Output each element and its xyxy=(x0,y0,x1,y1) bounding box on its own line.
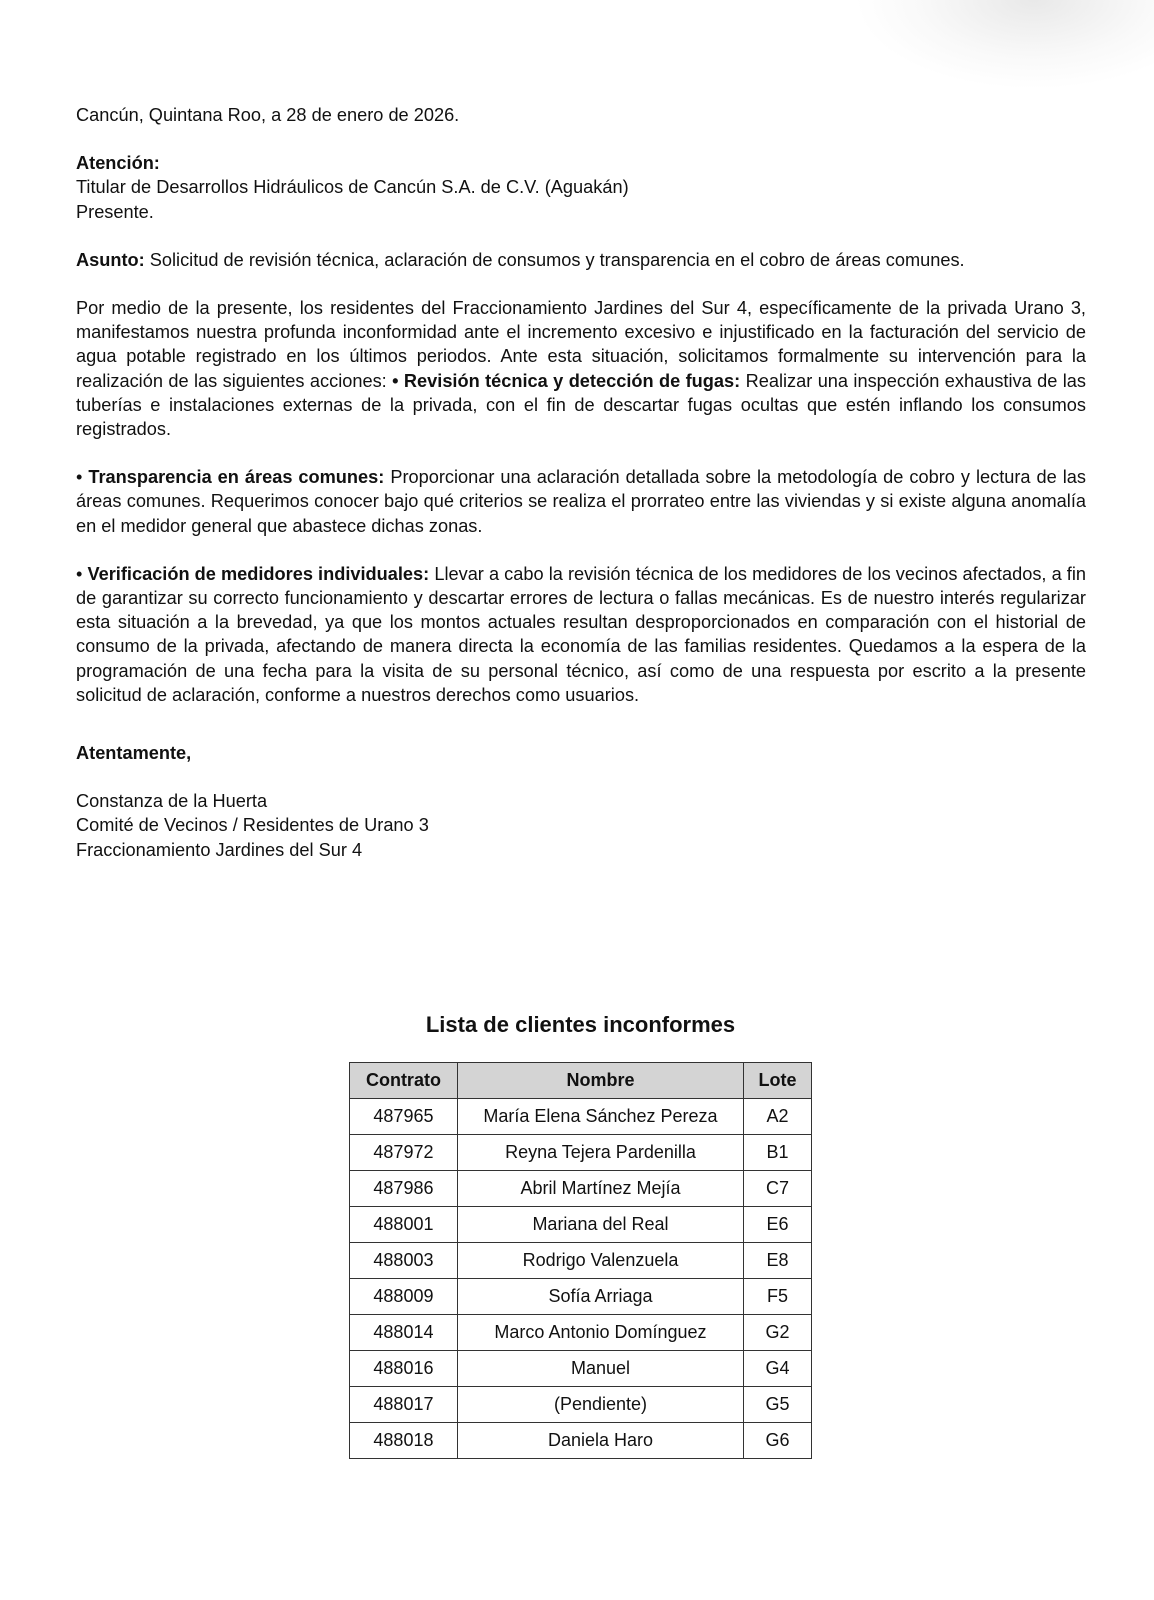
signer-location: Fraccionamiento Jardines del Sur 4 xyxy=(76,839,363,860)
header-contrato: Contrato xyxy=(350,1063,458,1099)
cell-lote: C7 xyxy=(744,1171,812,1207)
table-title: Lista de clientes inconformes xyxy=(425,1012,736,1037)
intro-paragraph: Por medio de la presente, los residentes del Fraccionamiento Jardines del Sur 4, específicamente de la privada Urano 3, manifestamos nuestra profunda inconformidad ante el incremento excesivo e injustificado en la facturación del servicio de agua potable registrado en los últimos periodos. Ante esta situación, solicitamos formalmente su intervención para la realización de las siguientes acciones: • Revisión técnica y detección de fugas: Realizar una inspección exhaustiva de las tuberías e instalaciones externas de la privada, con el fin de descartar fugas ocultas que estén inflando los consumos registrados. xyxy=(76,298,1086,440)
cell-lote: G5 xyxy=(744,1387,812,1423)
subject-text: Solicitud de revisión técnica, aclaración de consumos y transparencia en el cobro de áreas comunes. xyxy=(144,249,965,270)
signer-role: Comité de Vecinos / Residentes de Urano 3 xyxy=(76,815,429,836)
table-row xyxy=(350,1099,812,1135)
point1-label: • Revisión técnica y detección de fugas: xyxy=(392,370,741,391)
cell-nombre: Marco Antonio Domínguez xyxy=(457,1315,743,1351)
clients-table xyxy=(349,1062,812,1459)
cell-nombre: Reyna Tejera Pardenilla xyxy=(457,1135,743,1171)
cell-lote: B1 xyxy=(744,1135,812,1171)
cell-lote: A2 xyxy=(744,1099,812,1135)
cell-nombre: Manuel xyxy=(457,1351,743,1387)
table-header-row xyxy=(350,1063,812,1099)
cell-contrato: 488016 xyxy=(350,1351,458,1387)
corner-shadow xyxy=(854,0,1154,90)
cell-nombre: Rodrigo Valenzuela xyxy=(457,1243,743,1279)
cell-lote: F5 xyxy=(744,1279,812,1315)
table-row xyxy=(350,1207,812,1243)
cell-contrato: 488014 xyxy=(350,1315,458,1351)
table-row xyxy=(350,1387,812,1423)
cell-nombre: Daniela Haro xyxy=(457,1423,743,1459)
cell-contrato: 488009 xyxy=(350,1279,458,1315)
point1-text: Realizar una inspección exhaustiva de las tuberías e instalaciones externas de la privada, con el fin de descartar fugas ocultas que estén inflando los consumos registrados. xyxy=(76,370,1086,440)
header-lote: Lote xyxy=(744,1063,812,1099)
subject-line xyxy=(76,248,1086,272)
cell-lote: G4 xyxy=(744,1351,812,1387)
subject-label: Asunto: xyxy=(76,249,145,270)
place-date: Cancún, Quintana Roo, a 28 de enero de 2026. xyxy=(76,105,460,125)
table-row xyxy=(350,1351,812,1387)
point3-label: Verificación de medidores individuales: xyxy=(87,563,430,584)
cell-nombre: Mariana del Real xyxy=(457,1207,743,1243)
header-nombre: Nombre xyxy=(457,1063,743,1099)
point2-text: Proporcionar una aclaración detallada sobre la metodología de cobro y lectura de las áreas comunes. Requerimos conocer bajo qué criterios se realiza el prorrateo entre las viviendas y si existe alguna anomalía en el medidor general que abastece dichas zonas. xyxy=(76,467,1086,536)
attention-label: Atención: xyxy=(76,153,160,174)
point3-text: Llevar a cabo la revisión técnica de los medidores de los vecinos afectados, a fin de garantizar su correcto funcionamiento y descartar errores de lectura o fallas mecánicas. Es de nuestro interés regularizar esta situación a la brevedad, ya que los montos actuales resultan desproporcionados en comparación con el historial de consumo de la privada, afectando de manera directa la economía de las familias residentes. Quedamos a la espera de la programación de una fecha para la visita de su personal técnico, así como de una respuesta por escrito a la presente solicitud de aclaración, conforme a nuestros derechos como usuarios. xyxy=(76,563,1086,705)
cell-contrato: 488001 xyxy=(350,1207,458,1243)
cell-nombre: María Elena Sánchez Pereza xyxy=(457,1099,743,1135)
closing: Atentamente, xyxy=(76,743,192,764)
presente: Presente. xyxy=(76,201,154,222)
table-row xyxy=(350,1171,812,1207)
cell-contrato: 488003 xyxy=(350,1243,458,1279)
table-row xyxy=(350,1243,812,1279)
cell-contrato: 487986 xyxy=(350,1171,458,1207)
cell-contrato: 488018 xyxy=(350,1423,458,1459)
cell-nombre: Abril Martínez Mejía xyxy=(457,1171,743,1207)
cell-nombre: (Pendiente) xyxy=(457,1387,743,1423)
letter-body xyxy=(76,103,1086,862)
cell-lote: E8 xyxy=(744,1243,812,1279)
point3-paragraph: • Verificación de medidores individuales: Llevar a cabo la revisión técnica de los medidores de los vecinos afectados, a fin de garantizar su correcto funcionamiento y descartar errores de lectura o fallas mecánicas. Es de nuestro interés regularizar esta situación a la brevedad, ya que los montos actuales resultan desproporcionados en comparación con el historial de consumo de la privada, afectando de manera directa la economía de las familias residentes. Quedamos a la espera de la programación de una fecha para la visita de su personal técnico, así como de una respuesta por escrito a la presente solicitud de aclaración, conforme a nuestros derechos como usuarios. xyxy=(76,563,1086,705)
cell-lote: G2 xyxy=(744,1315,812,1351)
point2-paragraph: • Transparencia en áreas comunes: Proporcionar una aclaración detallada sobre la metodología de cobro y lectura de las áreas comunes. Requerimos conocer bajo qué criterios se realiza el prorrateo entre las viviendas y si existe alguna anomalía en el medidor general que abastece dichas zonas. xyxy=(76,467,1086,536)
cell-lote: G6 xyxy=(744,1423,812,1459)
cell-contrato: 487972 xyxy=(350,1135,458,1171)
table-row xyxy=(350,1423,812,1459)
cell-contrato: 488017 xyxy=(350,1387,458,1423)
cell-nombre: Sofía Arriaga xyxy=(457,1279,743,1315)
point2-label: Transparencia en áreas comunes: xyxy=(88,467,385,488)
cell-contrato: 487965 xyxy=(350,1099,458,1135)
table-row xyxy=(350,1279,812,1315)
table-row xyxy=(350,1135,812,1171)
recipient: Titular de Desarrollos Hidráulicos de Cancún S.A. de C.V. (Aguakán) xyxy=(76,177,629,198)
table-row xyxy=(350,1315,812,1351)
cell-lote: E6 xyxy=(744,1207,812,1243)
signer-name: Constanza de la Huerta xyxy=(76,791,268,812)
